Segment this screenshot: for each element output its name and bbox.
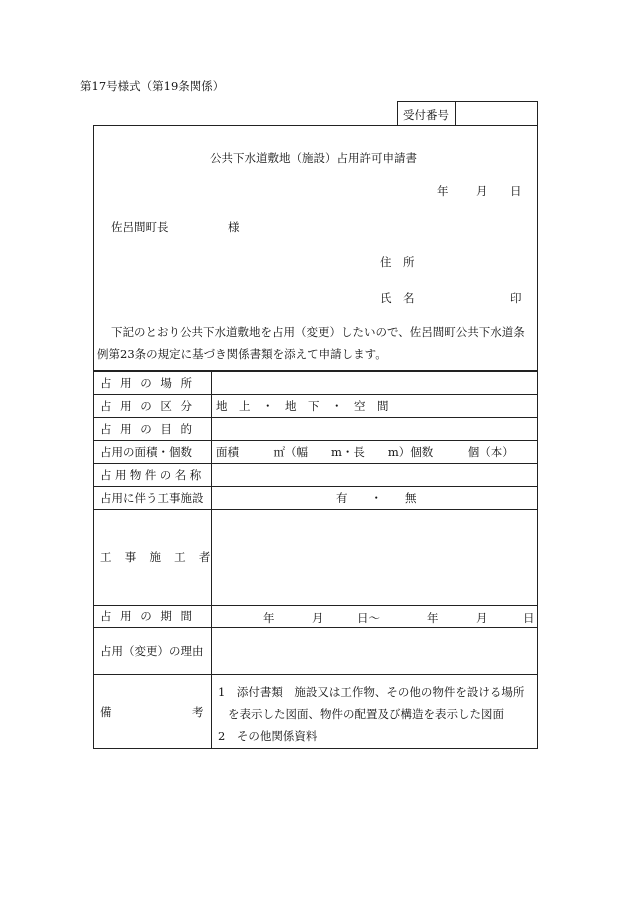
field-area[interactable]: 面積 ㎡（幅 m・長 m）個数 個（本） [216,444,514,459]
field-place[interactable] [216,371,534,394]
label-construction: 占用に伴う工事施設 [100,490,204,505]
period-end-month[interactable]: 月 [476,611,488,625]
label-place: 占用の場所 [100,375,201,390]
label-contractor: 工事施工者 [100,550,224,564]
label-area: 占用の面積・個数 [100,444,192,459]
seal-mark: 印 [510,291,522,305]
remarks-line-3: 2 その他関係資料 [218,729,318,743]
remarks-line-2: を表示した図面、物件の配置及び構造を表示した図面 [228,707,504,721]
remarks-line-1: 1 添付書類 施設又は工作物、その他の物件を設ける場所 [218,685,525,699]
period-start-day[interactable]: 日〜 [357,611,380,625]
period-start-year[interactable]: 年 [263,611,275,625]
label-category: 占用の区分 [100,398,201,413]
statement-line-2: 例第23条の規定に基づき関係書類を添えて申請します。 [97,347,387,361]
receipt-number-label: 受付番号 [403,108,449,122]
field-reason[interactable] [216,627,534,674]
addressee-honorific: 様 [228,220,240,234]
period-end-year[interactable]: 年 [427,611,439,625]
addressee-name: 佐呂間町長 [111,220,169,234]
label-purpose: 占用の目的 [100,421,201,436]
label-remarks: 備考 [100,704,284,719]
field-category[interactable]: 地 上 ・ 地 下 ・ 空 間 [216,398,389,413]
form-title: 公共下水道敷地（施設）占用許可申請書 [210,151,417,165]
label-object-name: 占用物件の名称 [100,467,205,482]
field-contractor[interactable] [216,509,534,605]
label-period: 占用の期間 [100,609,201,623]
address-label: 住 所 [380,255,415,269]
statement-line-1: 下記のとおり公共下水道敷地を占用（変更）したいので、佐呂間町公共下水道条 [111,325,525,339]
field-object-name[interactable] [216,463,534,486]
receipt-divider [455,101,456,126]
name-label: 氏 名 [380,291,415,305]
date-day[interactable]: 日 [510,184,522,198]
form-number: 第17号様式（第19条関係） [80,79,225,93]
period-end-day[interactable]: 日 [523,611,535,625]
date-year[interactable]: 年 [437,184,449,198]
label-reason: 占用（変更）の理由 [100,643,204,658]
field-purpose[interactable] [216,417,534,440]
period-start-month[interactable]: 月 [312,611,324,625]
date-month[interactable]: 月 [476,184,488,198]
field-construction[interactable]: 有 ・ 無 [336,490,417,505]
